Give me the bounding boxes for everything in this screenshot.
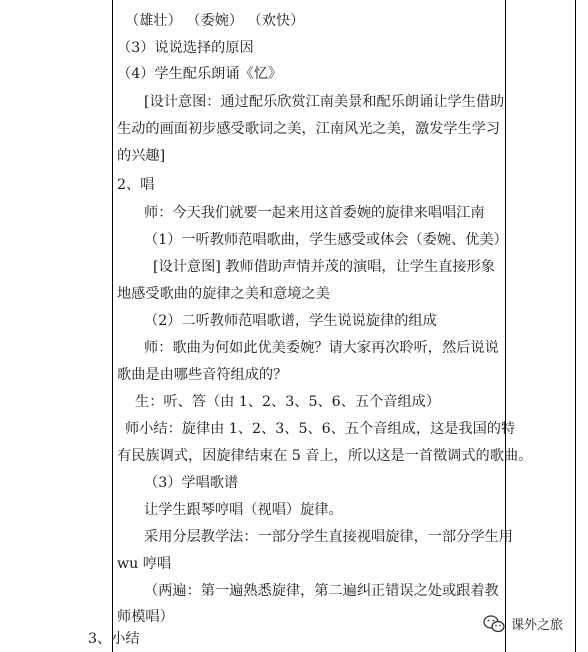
text-line: 让学生跟琴哼唱（视唱）旋律。: [144, 502, 343, 518]
text-line: （两遍：第一遍熟悉旋律，第二遍纠正错误之处或跟着教: [144, 583, 499, 599]
table-border-middle: [505, 0, 506, 652]
watermark: [483, 614, 563, 633]
text-line: 师模唱）: [117, 609, 174, 625]
text-line: [设计意图：通过配乐欣赏江南美景和配乐朗诵让学生借助: [144, 94, 505, 110]
text-line: 的兴趣]: [117, 148, 166, 164]
text-line: 师：今天我们就要一起来用这首委婉的旋律来唱唱江南: [144, 205, 485, 221]
text-line: （1）一听教师范唱歌曲，学生感受或体会（委婉、优美）: [144, 232, 508, 248]
text-line: 有民族调式，因旋律结束在 5 音上，所以这是一首徵调式的歌曲。: [117, 448, 533, 464]
wechat-icon: [483, 615, 505, 633]
text-line: （4）学生配乐朗诵《忆》: [117, 66, 283, 82]
text-line: （雄壮） （委婉） （欢快）: [125, 13, 305, 29]
text-line: （3）学唱歌谱: [144, 475, 239, 491]
table-border-left: [112, 0, 113, 652]
table-border-right: [575, 0, 576, 652]
text-line: （3）说说选择的原因: [117, 40, 254, 56]
text-line: 师：歌曲为何如此优美委婉？请大家再次聆听，然后说说: [144, 340, 499, 356]
text-line: 生动的画面初步感受歌词之美，江南风光之美，激发学生学习: [117, 121, 501, 137]
section-heading: 2、唱: [117, 177, 155, 193]
text-line: 歌曲是由哪些音符组成的？: [117, 367, 288, 383]
text-line: 师小结：旋律由 1、2、3、5、6、五个音组成，这是我国的特: [125, 421, 516, 437]
section-heading: 3、小结: [88, 631, 140, 647]
text-line: 生：听、答（由 1、2、3、5、6、五个音组成）: [135, 394, 441, 410]
text-line: 地感受歌曲的旋律之美和意境之美: [117, 286, 330, 302]
text-line: [设计意图] 教师借助声情并茂的演唱，让学生直接形象: [153, 259, 495, 275]
text-line: 采用分层教学法：一部分学生直接视唱旋律，一部分学生用: [144, 529, 513, 545]
text-line: （2）二听教师范唱歌谱，学生说说旋律的组成: [144, 313, 437, 329]
watermark-text: 课外之旅: [511, 618, 564, 633]
text-line: wu 哼唱: [117, 556, 172, 572]
